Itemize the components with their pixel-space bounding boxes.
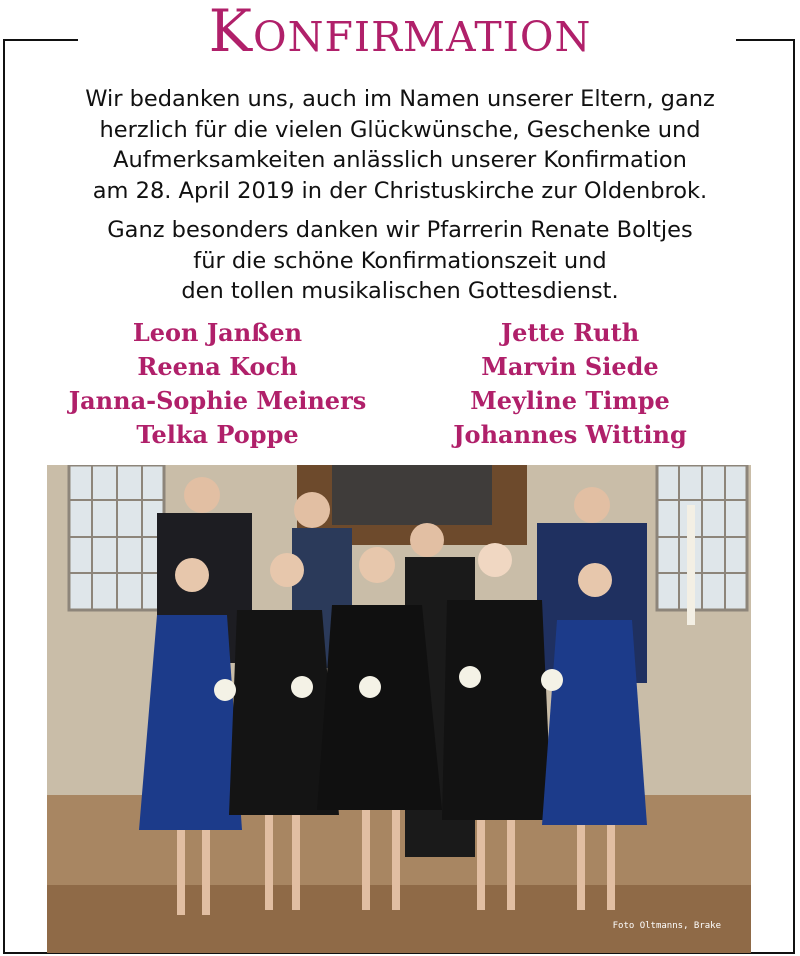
confirmand-name: Marvin Siede: [481, 352, 659, 381]
names-column-left: [40, 316, 395, 452]
thanks-line: am 28. April 2019 in der Christuskirche zur Oldenbrok.: [92, 177, 708, 204]
thanks-paragraph: [0, 84, 800, 206]
headline: Konfirmation: [208, 0, 592, 65]
pastor-line: für die schöne Konfirmationszeit und: [193, 247, 607, 274]
confirmand-name: Telka Poppe: [136, 420, 299, 449]
pastor-thanks-paragraph: [0, 215, 800, 307]
confirmand-name: Leon Janßen: [132, 318, 303, 347]
pastor-line: den tollen musikalischen Gottesdienst.: [181, 278, 619, 304]
confirmand-name: Jette Ruth: [500, 318, 640, 347]
thanks-line: herzlich für die vielen Glückwünsche, Geschenke und: [99, 116, 701, 143]
confirmand-name: Meyline Timpe: [470, 386, 670, 415]
group-photo: [47, 465, 751, 953]
pastor-line: Ganz besonders danken wir Pfarrerin Renate Boltjes: [107, 217, 693, 243]
thanks-line: Wir bedanken uns, auch im Namen unserer Eltern, ganz: [85, 86, 715, 112]
confirmand-name: Janna-Sophie Meiners: [68, 386, 367, 415]
thanks-line: Aufmerksamkeiten anlässlich unserer Konfirmation: [113, 147, 687, 173]
confirmand-name: Johannes Witting: [453, 420, 687, 449]
confirmand-name: Reena Koch: [137, 352, 298, 381]
names-column-right: [410, 316, 730, 452]
photo-credit: Foto Oltmanns, Brake: [612, 921, 721, 931]
group-photo-illustration: [47, 465, 751, 953]
